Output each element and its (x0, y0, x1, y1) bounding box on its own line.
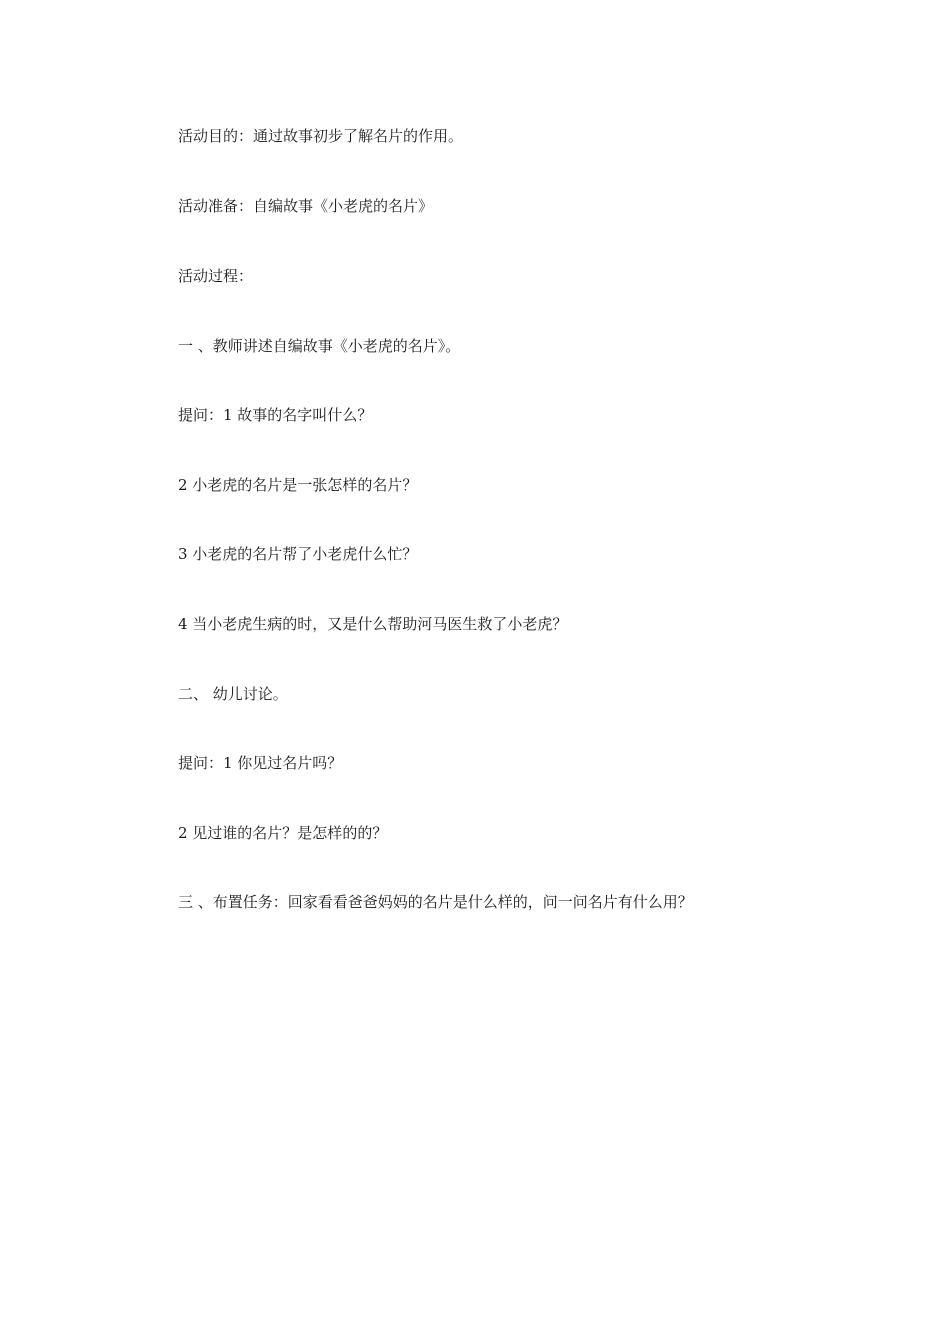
activity-process-heading: 活动过程： (178, 267, 254, 285)
step-two-paragraph: 二、 幼儿讨论。 (178, 685, 288, 703)
question-3-paragraph: 3 小老虎的名片帮了小老虎什么忙？ (178, 545, 418, 563)
activity-preparation-paragraph: 活动准备：自编故事《小老虎的名片》 (178, 197, 434, 215)
discussion-question-2-paragraph: 2 见过谁的名片？是怎样的的？ (178, 824, 388, 842)
discussion-question-1-paragraph: 提问：1 你见过名片吗？ (178, 754, 343, 772)
question-1-paragraph: 提问：1 故事的名字叫什么？ (178, 406, 373, 424)
activity-goal-paragraph: 活动目的：通过故事初步了解名片的作用。 (178, 127, 464, 145)
question-4-paragraph: 4 当小老虎生病的时，又是什么帮助河马医生救了小老虎？ (178, 615, 568, 633)
question-2-paragraph: 2 小老虎的名片是一张怎样的名片？ (178, 476, 418, 494)
step-three-paragraph: 三 、布置任务：回家看看爸爸妈妈的名片是什么样的，问一问名片有什么用？ (178, 893, 693, 911)
step-one-paragraph: 一 、教师讲述自编故事《小老虎的名片》。 (178, 337, 461, 355)
